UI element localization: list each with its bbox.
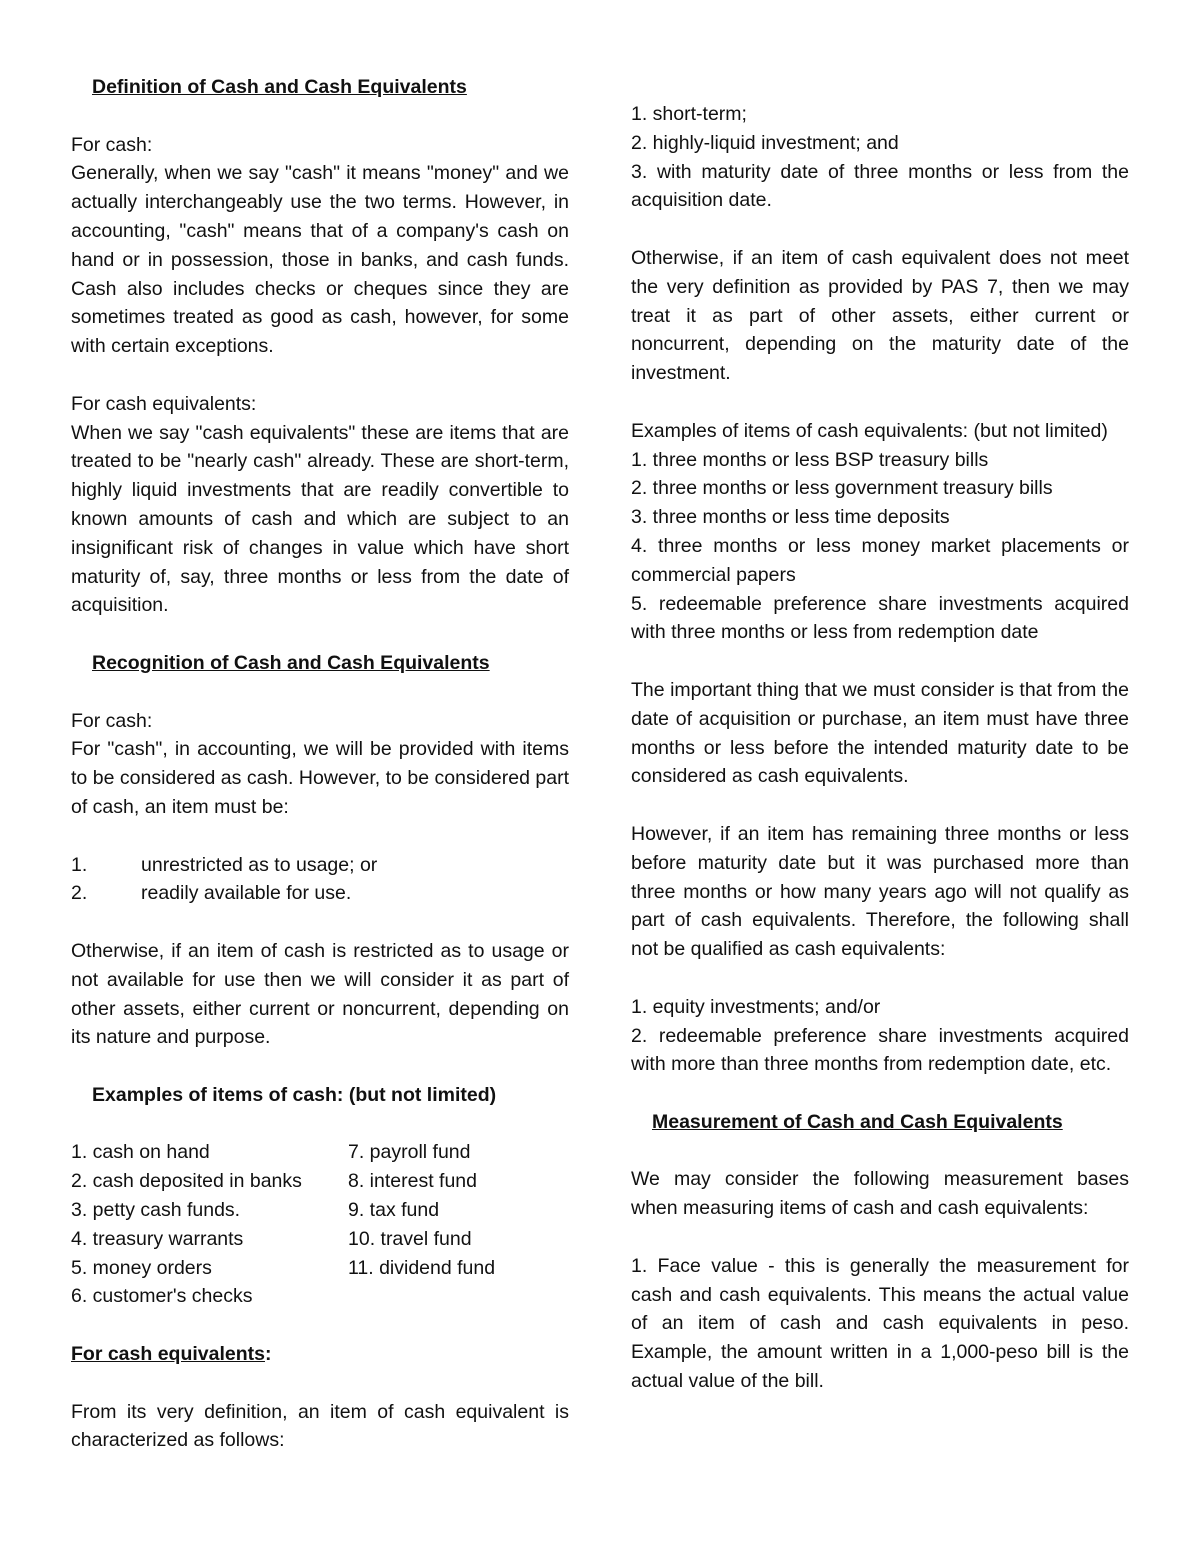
right-column [631,0,1129,1396]
measurement-intro: We may consider the following measurement bases when measuring items of cash and cash equivalents: [631,1168,1129,1220]
list-item: 3. with maturity date of three months or less from the acquisition date. [631,160,1129,212]
list-item: 7. payroll fund [348,1141,471,1164]
list-item: 6. customer's checks [71,1285,253,1308]
heading-measurement: Measurement of Cash and Cash Equivalents [652,1110,1063,1133]
list-item: 2. three months or less government treasury bills [631,477,1053,500]
however-text: However, if an item has remaining three months or less before maturity date but it was purchased more than three months or how many years ago will not qualify as part of cash equivalents. Therefore, the following shall not be qualified as cash equivalents: [631,822,1129,961]
important-text: The important thing that we must consider is that from the date of acquisition or purchase, an item must have three months or less before the intended maturity date to be considered as cash equivalents. [631,678,1129,788]
left-column [71,0,569,1455]
list-item: 9. tax fund [348,1199,440,1222]
list-item: 3. three months or less time deposits [631,506,950,529]
list-item: 2. cash deposited in banks [71,1170,302,1193]
heading-recognition: Recognition of Cash and Cash Equivalents [92,651,490,674]
cash-definition: Generally, when we say "cash" it means "money" and we actually interchangeably use the two terms. However, in accounting, "cash" means that of a company's cash on hand or in possession, those in banks, and cash funds. Cash also includes checks or cheques since they are sometimes treated as good as cash, however, for some with certain exceptions. [71,162,569,358]
for-cash-equivalents-label: For cash equivalents: [71,392,257,415]
list-item: 4. treasury warrants [71,1227,244,1250]
for-cash-label: For cash: [71,133,153,156]
recognition-for-cash-label: For cash: [71,709,153,732]
otherwise-cash-text: Otherwise, if an item of cash is restricted as to usage or not available for use then we will consider it as part of other assets, either current or noncurrent, depending on its nature and purpose. [71,939,569,1049]
list-item: 2. redeemable preference share investments acquired with more than three months from redemption date, etc. [631,1024,1129,1076]
ce-examples-heading: Examples of items of cash equivalents: (but not limited) [631,419,1108,442]
cash-examples-list [71,1138,569,1311]
list-item: 3. petty cash funds. [71,1199,241,1222]
cash-equivalents-definition: When we say "cash equivalents" these are items that are treated to be "nearly cash" already. These are short-term, highly liquid investments that are readily convertible to known amounts of cash and which are subject to an insignificant risk of changes in value which have short maturity of, say, three months or less from the date of acquisition. [71,421,569,617]
list-item: 5. money orders [71,1256,212,1279]
list-item: 1. equity investments; and/or [631,995,881,1018]
list-item: 1. three months or less BSP treasury bills [631,448,989,471]
list-item: 11. dividend fund [348,1256,496,1279]
otherwise-ce-text: Otherwise, if an item of cash equivalent does not meet the very definition as provided by PAS 7, then we may treat it as part of other assets, either current or noncurrent, depending on the maturity date of the investment. [631,246,1129,385]
for-cash-equivalents-heading: For cash equivalents: [71,1343,272,1366]
ce-characterized-text: From its very definition, an item of cash equivalent is characterized as follows: [71,1400,569,1452]
list-item: 1. short-term; [631,103,747,125]
list-item [348,1282,568,1311]
list-item: 4. three months or less money market placements or commercial papers [631,534,1129,586]
list-item: 2. highly-liquid investment; and [631,131,899,154]
list-item: 10. travel fund [348,1227,472,1250]
heading-definition: Definition of Cash and Cash Equivalents [92,76,467,98]
recognition-cash-text: For "cash", in accounting, we will be provided with items to be considered as cash. However, to be considered part of cash, an item must be: [71,738,569,818]
condition-item: 1. unrestricted as to usage; or [71,853,378,876]
examples-of-cash-heading: Examples of items of cash: (but not limited) [92,1083,497,1106]
list-item: 5. redeemable preference share investments acquired with three months or less from redemption date [631,592,1129,644]
face-value-text: 1. Face value - this is generally the measurement for cash and cash equivalents. This means the actual value of an item of cash and cash equivalents in peso. Example, the amount written in a 1,000-peso bill is the actual value of the bill. [631,1254,1129,1393]
condition-item: 2. readily available for use. [71,882,352,905]
list-item: 8. interest fund [348,1170,477,1193]
list-item: 1. cash on hand [71,1141,210,1164]
